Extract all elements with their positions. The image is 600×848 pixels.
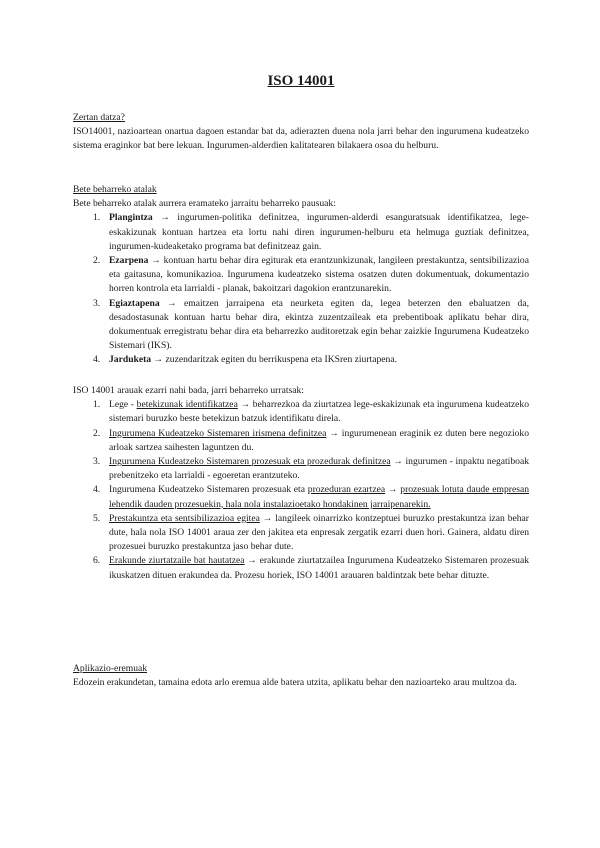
steps-list [73, 211, 529, 367]
intro-section [73, 111, 529, 154]
step-term: Egiaztapena [109, 297, 160, 309]
list-item: 1. Plangintza → ingurumen-politika definitzea, ingurumen-alderdi esanguratsuak identifikatzea, lege-eskakizunak kontuan hartzea eta lortu nahi diren ingurumen-helburu eta helmuga guztiak definitzea, ingurumen-kudeaketako programa bat definitzeaz gain. [93, 212, 529, 252]
arrow-icon: → [326, 427, 342, 439]
requirement-term: Ingurumena Kudeatzeko Sistemaren prozesuak eta prozedurak definitzea [109, 456, 391, 468]
arrow-icon: → [244, 555, 260, 567]
requirement-term: Prestakuntza eta sentsibilizazioa egitea [109, 512, 260, 524]
requirements-lead: ISO 14001 arauak ezarri nahi bada, jarri beharreko urratsak: [73, 385, 304, 396]
requirement-term: prozeduran ezartzea [307, 484, 386, 496]
steps-lead: Bete beharreko atalak aurrera eramateko jarraitu beharreko pausuak: [73, 198, 336, 210]
arrow-icon: → [151, 255, 161, 267]
arrow-icon: → [385, 484, 401, 496]
arrow-icon: → [160, 212, 170, 224]
list-item: 3. Ingurumena Kudeatzeko Sistemaren prozesuak eta prozedurak definitzea → ingurumen - inpaktu negatiboak prebenitzeko eta larrialdi - egoeretan erantzuteko. [93, 456, 530, 482]
list-item: 6. Erakunde ziurtatzaile bat hautatzea → erakunde ziurtatzailea Ingurumena Kudeatzeko Sistemaren prozesuak ikuskatzen dituen erakundea da. Prozesu horiek, ISO 14001 arauaren baldintzak bete behar dituzte. [93, 555, 530, 581]
scope-text: Edozein erakundetan, tamaina edota arlo eremua alde batera utzita, aplikatu behar den nazioarteko arau multzoa da. [73, 677, 517, 689]
requirement-term: betekizunak identifikatzea [136, 399, 238, 411]
list-item: 1. Lege - betekizunak identifikatzea → beharrezkoa da ziurtatzea lege-eskakizunak eta ingurumena kudeatzeko sistemari buruzko beste betekizun batzuk identifikatu direla. [93, 399, 529, 425]
list-item: 4. Jarduketa → zuzendaritzak egiten du berrikuspena eta IKSren ziurtapena. [93, 354, 397, 366]
step-term: Jarduketa [109, 354, 152, 366]
arrow-icon: → [153, 354, 164, 366]
list-item: 2. Ingurumena Kudeatzeko Sistemaren irismena definitzea → ingurumenean eraginik ez duten bere negozioko arloak sartzea saihesten laguntzen du. [93, 427, 529, 453]
intro-heading: Zertan datza? [73, 112, 125, 123]
list-item: 5. Prestakuntza eta sentsibilizazioa egitea → langileek oinarrizko kontzeptuei buruzko prestakuntza izan behar dute, hala nola ISO 14001 araua zer den jakitea eta enpresak zergatik ezarri duen hori. Gainera, aldatu diren prozesuei buruzko prestakuntza jaso behar dute. [93, 512, 529, 553]
arrow-icon: → [390, 456, 406, 468]
step-term: Plangintza [109, 212, 153, 224]
document-title: ISO 14001 [267, 73, 335, 89]
requirements-section [73, 384, 529, 583]
arrow-icon: → [259, 512, 276, 524]
step-term: Ezarpena [109, 255, 149, 267]
steps-heading: Bete beharreko atalak [73, 184, 157, 195]
scope-section [73, 662, 529, 690]
steps-section [73, 183, 529, 368]
list-item: 2. Ezarpena → kontuan hartu behar dira egiturak eta erantzunkizunak, langileen prestakuntza, sentsibilizazioa eta gaitasuna, komunikazioa. Ingurumena kudeatzeko sistema osatzen duten dokumentuak, dokumentazio horren kontrola eta larrialdi - planak, bakoitzari dagokion erantzunarekin. [93, 255, 529, 295]
intro-text: ISO14001, nazioartean onartua dagoen estandar bat da, adierazten duena nola jarri behar den ingurumena kudeatzeko sistema eraginkor bat bere lekuan. Ingurumen-alderdien kalitatearen bilakaera osoa du helburu. [73, 126, 529, 152]
list-item: 4. Ingurumena Kudeatzeko Sistemaren prozesuak eta prozeduran ezartzea → prozesuak lotuta daude empresan lehendik dauden prozesuekin, hala nola instalazioetako hondakinen jarraipenarekin. [93, 484, 530, 510]
requirement-term: Ingurumena Kudeatzeko Sistemaren irismena definitzea [109, 427, 327, 439]
scope-heading: Aplikazio-eremuak [73, 663, 148, 674]
list-item: 3. Egiaztapena → emaitzen jarraipena eta neurketa egiten da, legea beterzen den ebaluatzen da, desadostasunak kontuan hartu behar dira, ekintza zuzentzaileak eta prebentiboak aplikatu behar dira, dokumentuak erregistratu behar dira eta beharrezko auditoretzak egin behar zaizkie Ingurumena Kudeatzeko Sistemari (IKS). [93, 297, 529, 352]
arrow-icon: → [167, 297, 177, 309]
arrow-icon: → [237, 399, 253, 411]
requirements-list [73, 398, 529, 583]
